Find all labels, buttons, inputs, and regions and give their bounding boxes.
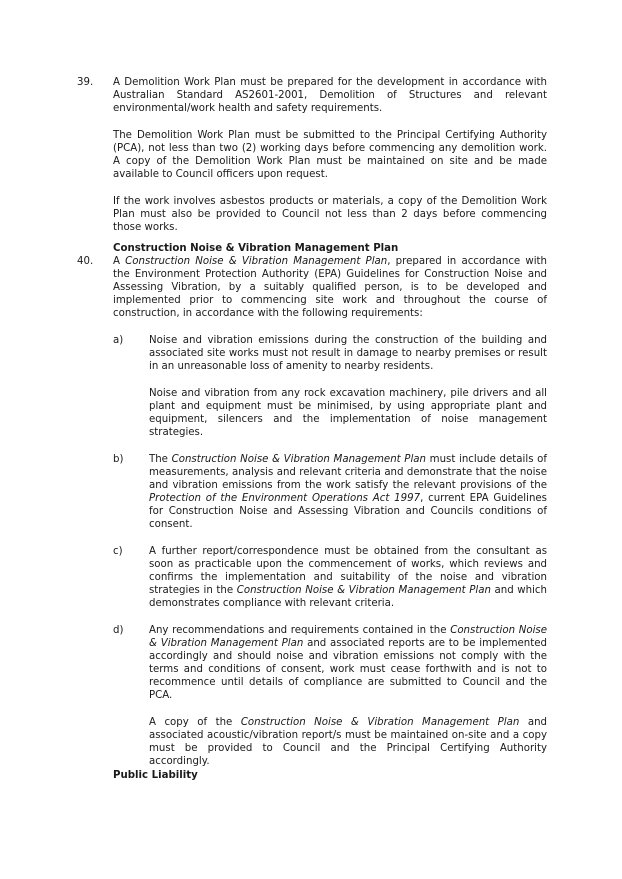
- paragraph: Noise and vibration emissions during the construction of the building and associated site works must not result in damage to nearby premises or result in an unreasonable loss of amenity to nearby residents.: [149, 335, 547, 372]
- intro-text: , prepared in accordance with the Environment Protection Authority (EPA) Guidelines for Construction Noise and Assessing Vibration, by a suitably qualified person, is to be developed and implemented prior to commencing site work and throughout the course of construction, in accordance with the following requirements:: [113, 256, 547, 319]
- text-run: and associated reports are to be implemented accordingly and should noise and vibration emissions not comply with the terms and conditions of consent, work must cease forthwith and is not to recommence until details of compliance are submitted to Council and the PCA.: [149, 638, 547, 701]
- intro-text: A: [113, 256, 126, 267]
- text-run: A copy of the: [149, 717, 241, 728]
- sub-item-b: [113, 453, 547, 531]
- condition-intro: [113, 255, 547, 320]
- sub-item-body: [149, 545, 547, 610]
- paragraph: [149, 453, 547, 531]
- text-run: and associated acoustic/vibration report/s must be maintained on-site and a copy must be provided to Council and the Principal Certifying Authority accordingly.: [149, 717, 548, 767]
- section-heading-noise: Construction Noise & Vibration Management Plan: [113, 243, 399, 254]
- plan-title: Construction Noise & Vibration Management Plan: [149, 625, 547, 649]
- condition-number: 39.: [77, 77, 94, 88]
- sub-item-letter: a): [113, 335, 124, 346]
- condition-number: 40.: [77, 256, 94, 267]
- text-run: A further report/correspondence must be obtained from the consultant as soon as practicable upon the commencement of works, which reviews and confirms the implementation and suitability of the noise and vibration strategies in the: [149, 546, 547, 596]
- paragraph: Noise and vibration from any rock excavation machinery, pile drivers and all plant and equipment must be minimised, by using appropriate plant and equipment, silencers and the implementation of noise management strategies.: [149, 388, 547, 438]
- paragraph: [149, 624, 547, 702]
- sub-item-body: [149, 334, 547, 439]
- sub-item-body: [149, 624, 547, 768]
- text-run: The: [149, 454, 172, 465]
- sub-item-a: [113, 334, 547, 439]
- text-run: must include details of measurements, analysis and relevant criteria and demonstrate that the noise and vibration emissions from the work satisfy the relevant provisions of the: [149, 454, 547, 491]
- plan-title: Construction Noise & Vibration Management Plan: [125, 256, 388, 267]
- sub-item-body: [149, 453, 547, 531]
- paragraph: [149, 545, 547, 610]
- sub-item-letter: b): [113, 454, 124, 465]
- plan-title: Construction Noise & Vibration Management Plan: [236, 585, 491, 596]
- text-run: and which demonstrates compliance with relevant criteria.: [149, 585, 547, 609]
- text-run: , current EPA Guidelines for Construction Noise and Assessing Vibration and Councils conditions of consent.: [149, 493, 547, 530]
- act-title: Protection of the Environment Operations Act 1997: [149, 493, 421, 504]
- plan-title: Construction Noise & Vibration Management Plan: [240, 717, 520, 728]
- plan-title: Construction Noise & Vibration Management Plan: [171, 454, 426, 465]
- condition-body: [113, 76, 547, 234]
- text-run: Any recommendations and requirements contained in the: [149, 625, 451, 636]
- paragraph: If the work involves asbestos products or materials, a copy of the Demolition Work Plan must also be provided to Council not less than 2 days before commencing those works.: [113, 196, 547, 233]
- sub-item-letter: d): [113, 625, 124, 636]
- sub-item-c: [113, 545, 547, 610]
- paragraph: [149, 716, 547, 768]
- section-heading-liability: Public Liability: [113, 770, 198, 781]
- paragraph: A Demolition Work Plan must be prepared for the development in accordance with Australian Standard AS2601-2001, Demolition of Structures and relevant environmental/work health and safety requirements.: [113, 77, 547, 114]
- sub-item-letter: c): [113, 546, 123, 557]
- paragraph: The Demolition Work Plan must be submitted to the Principal Certifying Authority (PCA), not less than two (2) working days before commencing any demolition work. A copy of the Demolition Work Plan must be maintained on site and be made available to Council officers upon request.: [113, 130, 547, 180]
- condition-39: [77, 76, 547, 234]
- sub-item-d: [113, 624, 547, 768]
- condition-40: [77, 255, 547, 768]
